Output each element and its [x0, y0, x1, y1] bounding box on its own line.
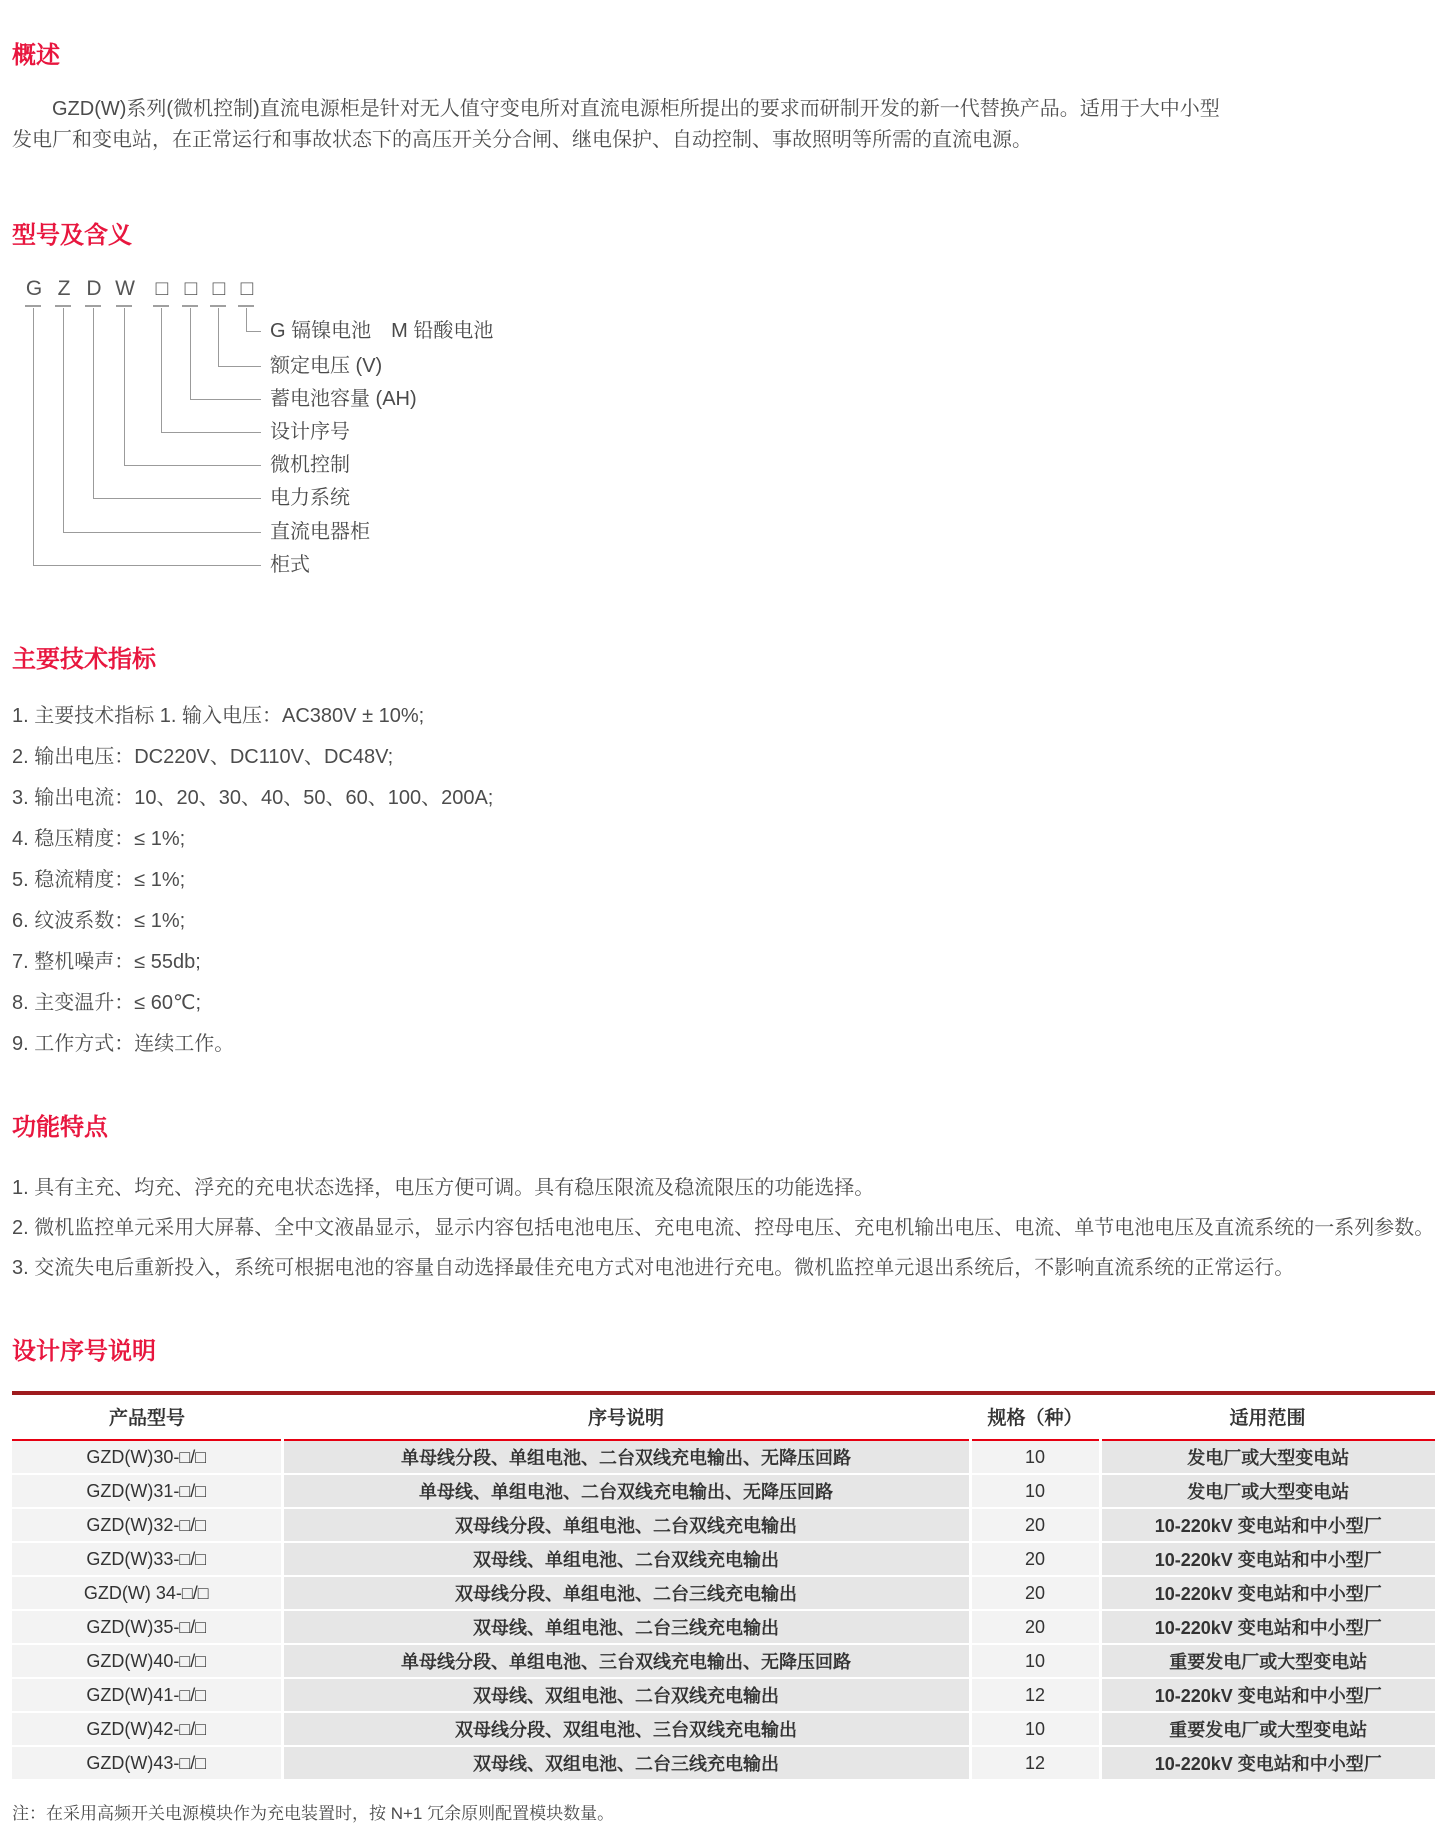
spec-item: 2. 输出电压：DC220V、DC110V、DC48V;	[12, 746, 394, 768]
spec-cell: 10	[970, 1474, 1100, 1508]
model-code-label: 额定电压 (V)	[270, 355, 383, 377]
table-row	[12, 1440, 1435, 1474]
table-note: 注：在采用高频开关电源模块作为充电装置时，按 N+1 冗余原则配置模块数量。	[12, 1804, 615, 1823]
table-row	[12, 1678, 1435, 1712]
model-code-tick	[85, 305, 101, 307]
section-heading-specs: 主要技术指标	[12, 646, 156, 673]
feature-list	[12, 1176, 1435, 1280]
desc-cell: 单母线、单组电池、二台双线充电输出、无降压回路	[282, 1474, 970, 1508]
scope-cell: 10-220kV 变电站和中小型厂	[1100, 1610, 1435, 1644]
model-code-connector	[33, 308, 261, 566]
model-code-label: 微机控制	[270, 454, 350, 476]
table-header-cell-scope: 适用范围	[1100, 1393, 1435, 1440]
desc-cell: 双母线、单组电池、二台三线充电输出	[282, 1610, 970, 1644]
model-code-tick	[238, 305, 254, 307]
table-row	[12, 1508, 1435, 1542]
model-code-char: Z	[57, 277, 71, 300]
desc-cell: 双母线分段、单组电池、二台三线充电输出	[282, 1576, 970, 1610]
model-code-tick	[25, 305, 41, 307]
model-cell: GZD(W)30-□/□	[12, 1440, 282, 1474]
model-code-char: □	[155, 277, 169, 300]
table-row	[12, 1746, 1435, 1780]
spec-cell: 20	[970, 1508, 1100, 1542]
table-row	[12, 1712, 1435, 1746]
model-code-char: □	[212, 277, 226, 300]
scope-cell: 10-220kV 变电站和中小型厂	[1100, 1746, 1435, 1780]
model-code-char: G	[25, 277, 43, 300]
spec-cell: 12	[970, 1746, 1100, 1780]
model-code-char: □	[184, 277, 198, 300]
spec-item: 6. 纹波系数：≤ 1%;	[12, 910, 186, 932]
table-row	[12, 1576, 1435, 1610]
spec-item: 5. 稳流精度：≤ 1%;	[12, 869, 186, 891]
spec-item: 9. 工作方式：连续工作。	[12, 1033, 235, 1055]
spec-item: 4. 稳压精度：≤ 1%;	[12, 828, 186, 850]
model-code-tick	[153, 305, 169, 307]
model-cell: GZD(W) 34-□/□	[12, 1576, 282, 1610]
design-serial-table	[12, 1391, 1435, 1781]
spec-cell: 10	[970, 1644, 1100, 1678]
table-row	[12, 1474, 1435, 1508]
model-cell: GZD(W)41-□/□	[12, 1678, 282, 1712]
feature-item: 3. 交流失电后重新投入，系统可根据电池的容量自动选择最佳充电方式对电池进行充电。微机监控单元退出系统后，不影响直流系统的正常运行。	[12, 1257, 1295, 1279]
table-row	[12, 1644, 1435, 1678]
desc-cell: 双母线、双组电池、二台双线充电输出	[282, 1678, 970, 1712]
scope-cell: 重要发电厂或大型变电站	[1100, 1712, 1435, 1746]
model-cell: GZD(W)35-□/□	[12, 1610, 282, 1644]
model-cell: GZD(W)43-□/□	[12, 1746, 282, 1780]
desc-cell: 双母线分段、双组电池、三台双线充电输出	[282, 1712, 970, 1746]
feature-item: 2. 微机监控单元采用大屏幕、全中文液晶显示，显示内容包括电池电压、充电电流、控母电压、充电机输出电压、电流、单节电池电压及直流系统的一系列参数。	[12, 1217, 1435, 1239]
model-code-label: 电力系统	[270, 487, 350, 509]
model-code-char: □	[240, 277, 254, 300]
scope-cell: 10-220kV 变电站和中小型厂	[1100, 1542, 1435, 1576]
spec-item: 3. 输出电流：10、20、30、40、50、60、100、200A;	[12, 787, 494, 809]
spec-cell: 20	[970, 1542, 1100, 1576]
spec-cell: 12	[970, 1678, 1100, 1712]
table-header-cell-desc: 序号说明	[282, 1393, 970, 1440]
model-cell: GZD(W)31-□/□	[12, 1474, 282, 1508]
spec-item: 8. 主变温升：≤ 60℃;	[12, 992, 202, 1014]
desc-cell: 双母线分段、单组电池、二台双线充电输出	[282, 1508, 970, 1542]
spec-cell: 10	[970, 1712, 1100, 1746]
scope-cell: 发电厂或大型变电站	[1100, 1440, 1435, 1474]
section-heading-model: 型号及含义	[12, 222, 132, 249]
desc-cell: 双母线、双组电池、二台三线充电输出	[282, 1746, 970, 1780]
spec-cell: 20	[970, 1576, 1100, 1610]
scope-cell: 10-220kV 变电站和中小型厂	[1100, 1678, 1435, 1712]
scope-cell: 重要发电厂或大型变电站	[1100, 1644, 1435, 1678]
section-heading-features: 功能特点	[12, 1114, 108, 1141]
table-row	[12, 1610, 1435, 1644]
model-cell: GZD(W)32-□/□	[12, 1508, 282, 1542]
scope-cell: 10-220kV 变电站和中小型厂	[1100, 1576, 1435, 1610]
model-cell: GZD(W)42-□/□	[12, 1712, 282, 1746]
spec-cell: 10	[970, 1440, 1100, 1474]
model-code-tick	[55, 305, 71, 307]
table-header-cell-spec: 规格（种）	[970, 1393, 1100, 1440]
feature-item: 1. 具有主充、均充、浮充的充电状态选择，电压方便可调。具有稳压限流及稳流限压的功能选择。	[12, 1177, 875, 1199]
model-code-char: W	[115, 277, 135, 300]
table-header-cell-model: 产品型号	[12, 1393, 282, 1440]
model-code-label: 设计序号	[270, 421, 350, 443]
model-cell: GZD(W)33-□/□	[12, 1542, 282, 1576]
section-heading-overview: 概述	[12, 42, 60, 69]
table-header-row	[12, 1393, 1435, 1440]
spec-list	[12, 704, 1435, 1056]
scope-cell: 10-220kV 变电站和中小型厂	[1100, 1508, 1435, 1542]
model-code-tick	[116, 305, 132, 307]
model-code-label: G 镉镍电池 M 铅酸电池	[270, 320, 494, 342]
desc-cell: 单母线分段、单组电池、三台双线充电输出、无降压回路	[282, 1644, 970, 1678]
model-code-label: 直流电器柜	[270, 521, 370, 543]
model-code-label: 蓄电池容量 (AH)	[270, 388, 417, 410]
model-code-char: D	[86, 277, 102, 300]
model-code-tick	[182, 305, 198, 307]
overview-paragraph: GZD(W)系列(微机控制)直流电源柜是针对无人值守变电所对直流电源柜所提出的要求而研制开发的新一代替换产品。适用于大中小型发电厂和变电站，在正常运行和事故状态下的高压开关分合闸、继电保护、自动控制、事故照明等所需的直流电源。	[12, 98, 1220, 151]
model-code-label: 柜式	[270, 554, 310, 576]
model-code-diagram	[12, 278, 1435, 580]
section-heading-design-serial: 设计序号说明	[12, 1338, 156, 1365]
scope-cell: 发电厂或大型变电站	[1100, 1474, 1435, 1508]
spec-cell: 20	[970, 1610, 1100, 1644]
table-row	[12, 1542, 1435, 1576]
model-cell: GZD(W)40-□/□	[12, 1644, 282, 1678]
model-code-tick	[210, 305, 226, 307]
desc-cell: 单母线分段、单组电池、二台双线充电输出、无降压回路	[282, 1440, 970, 1474]
spec-item: 1. 主要技术指标 1. 输入电压：AC380V ± 10%;	[12, 705, 425, 727]
spec-item: 7. 整机噪声：≤ 55db;	[12, 951, 201, 973]
desc-cell: 双母线、单组电池、二台双线充电输出	[282, 1542, 970, 1576]
